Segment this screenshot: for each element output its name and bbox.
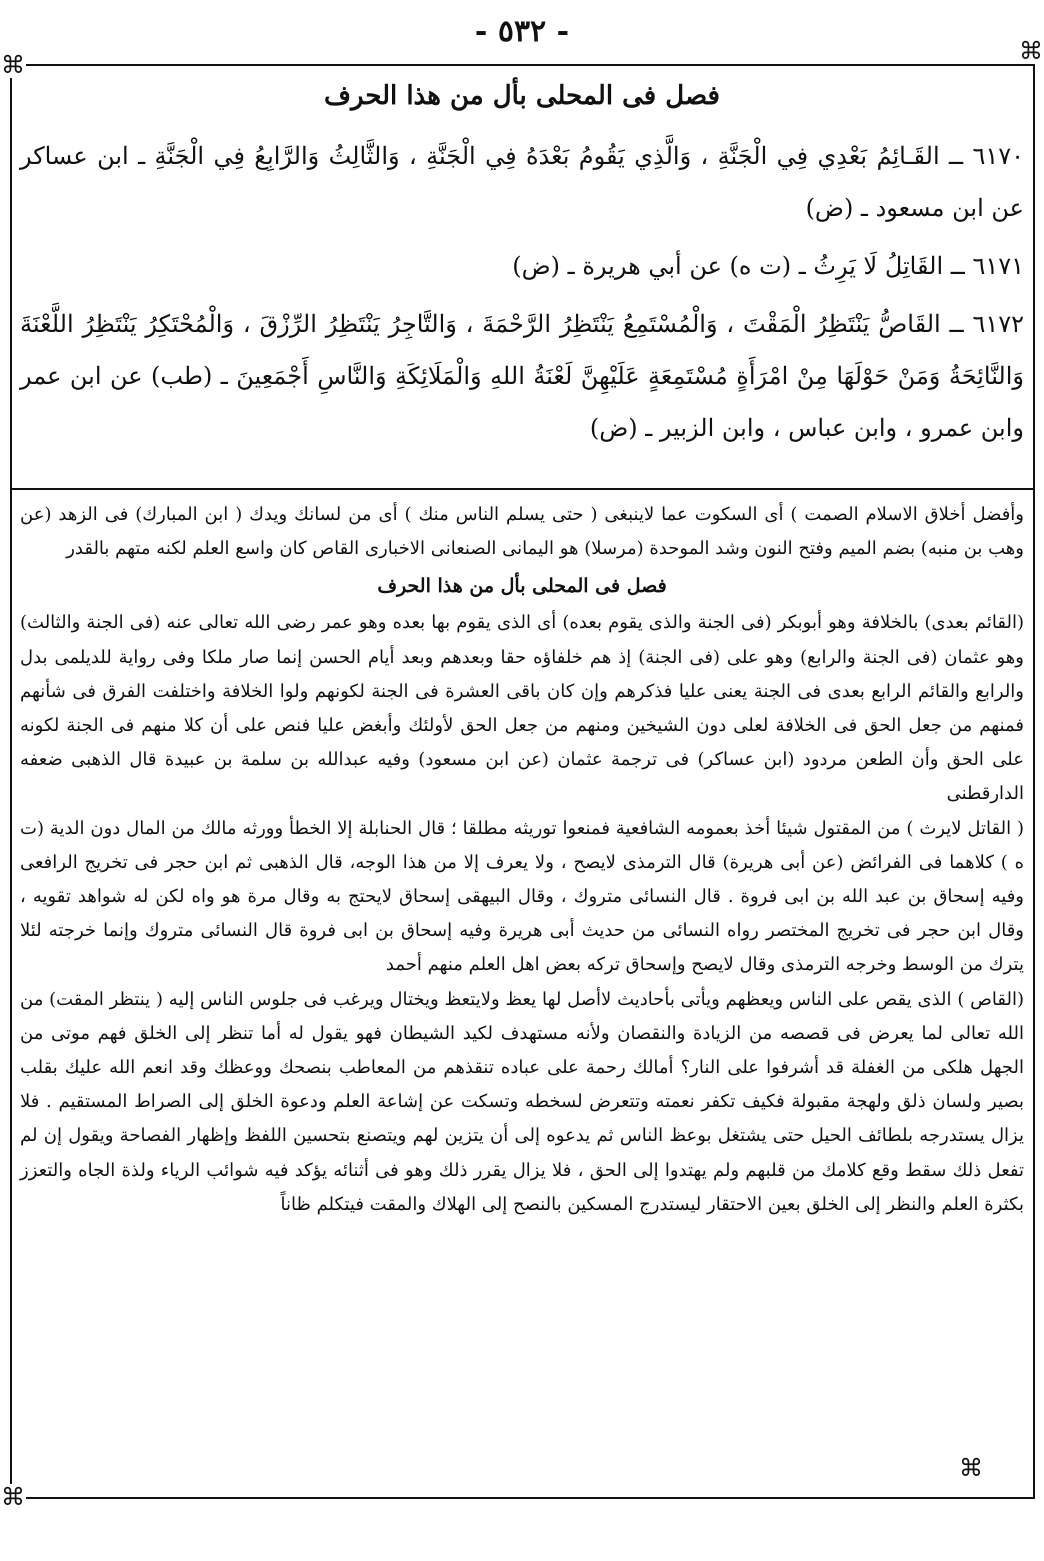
commentary-section	[20, 498, 1024, 1493]
commentary-paragraph: (القاص ) الذى يقص على الناس ويعظهم ويأتى بأحاديث لاأصل لها يعظ ولايتعظ ويختال ويرغب فى جلوس الناس إليه ( ينتظر المقت) من الله تعالى لما يعرض فى قصصه من الزيادة والنقصان ولأنه مستهدف لكيد الشيطان فهو يقول له أما تنظر إلى الخلق فهم موتى من الجهل هلكى من الغفلة قد أشرفوا على النار؟ أمالك رحمة على عباده تنقذهم من المعاطب بنصحك ووعظك وقد انعم الله عليك بقلب بصير ولسان ذلق ولهجة مقبولة فكيف تكفر نعمته وتتعرض لسخطه وتسكت عن إشاعة العلم ودعوة الخلق إلى الصراط المستقيم . فلا يزال يستدرجه بلطائف الحيل حتى يشتغل بوعظ الناس ثم يدعوه إلى أن يتزين لهم ويتصنع بتحسين اللفظ وإظهار الفصاحة ويقول إن لم تفعل ذلك سقط وقع كلامك من قلبهم ولم يهتدوا إلى الحق ، فلا يزال يقرر ذلك وهو فى أثنائه يؤكد فيه شوائب الرياء ولذة الجاه والتعزز بكثرة العلم والنظر إلى الخلق بعين الاحتقار ليستدرج المسكين بالنصح إلى الهلاك والمقت فيتكلم ظاناً	[20, 988, 1024, 1215]
hadith-6172: ٦١٧٢ ــ القَاصُّ يَنْتَظِرُ الْمَقْتَ ، وَالْمُسْتَمِعُ يَنْتَظِرُ الرَّحْمَةَ ، وَالتَّاجِرُ يَنْتَظِرُ الرِّزْقَ ، وَالْمُحْتَكِرُ يَنْتَظِرُ اللَّعْنَةَ وَالنَّائِحَةُ وَمَنْ حَوْلَهَا مِنْ امْرَأَةٍ مُسْتَمِعَةٍ عَلَيْهِنَّ لَعْنَةُ اللهِ وَالْمَلَائِكَةِ وَالنَّاسِ أَجْمَعِينَ ـ (طب) عن ابن عمر وابن عمرو ، وابن عباس ، وابن الزبير ـ (ض)	[20, 310, 1024, 442]
corner-ornament-icon: ⌘	[1019, 37, 1043, 65]
frame-top-rule	[10, 64, 1035, 66]
commentary-intro: وأفضل أخلاق الاسلام الصمت ) أى السكوت عما لاينبغى ( حتى يسلم الناس منك ) أى من لسانك ويدك ( ابن المبارك) فى الزهد (عن وهب بن منبه) بضم الميم وفتح النون وشد الموحدة (مرسلا) هو اليمانى الصنعانى الاخبارى القاص كان واسع العلم لكنه متهم بالقدر	[20, 504, 1024, 560]
hadith-6170: ٦١٧٠ ــ القَـائِمُ بَعْدِي فِي الْجَنَّةِ ، وَالَّذِي يَقُومُ بَعْدَهُ فِي الْجَنَّةِ ، وَالثَّالِثُ وَالرَّابِعُ فِي الْجَنَّةِ ـ ابن عساكر عن ابن مسعود ـ (ض)	[20, 142, 1024, 222]
frame-right-rule	[1033, 64, 1035, 1497]
corner-ornament-icon: ⌘	[1, 1483, 25, 1511]
page-number: - ٥٣٢ -	[474, 14, 570, 49]
commentary-paragraph: (القائم بعدى) بالخلافة وهو أبوبكر (فى الجنة والذى يقوم بعده) أى الذى يقوم بها بعده وهو عمر رضى الله تعالى عنه (فى الجنة والثالث) وهو عثمان (فى الجنة والرابع) وهو على (فى الجنة) إذ هم خلفاؤه حقا وبعدهم وبعد أيام الحسن إنما صار ملكا وفى رواية للديلمى بدل والرابع والقائم الرابع بعدى فى الجنة يعنى عليا فذكرهم وإن كان باقى العشرة فى الجنة لكونهم ولوا الخلافة واختلفت الفرق فى شأنهم فمنهم من جعل الحق فى الخلافة لعلى دون الشيخين ومنهم من جعل الحق لأولئك وأبغض عليا فنص على أن كلا منهم فى الجنة لكونه على الحق وأن الطعن مردود (ابن عساكر) فى ترجمة عثمان (عن ابن مسعود) وفيه عبدالله بن سلمة بن عبيدة قال الذهبى ضعفه الدارقطنى	[20, 612, 1024, 805]
frame-bottom-rule	[10, 1497, 1035, 1499]
corner-ornament-icon: ⌘	[959, 1454, 983, 1482]
corner-ornament-icon: ⌘	[1, 51, 25, 79]
section-heading: فصل فى المحلى بأل من هذا الحرف	[324, 81, 720, 111]
commentary-heading: فصل فى المحلى بأل من هذا الحرف	[377, 575, 667, 598]
main-text-section	[20, 80, 1024, 480]
frame-left-rule	[10, 64, 12, 1497]
commentary-paragraph: ( القاتل لايرث ) من المقتول شيئا أخذ بعمومه الشافعية فمنعوا توريثه مطلقا ؛ قال الحنابلة إلا الخطأ وورثه مالك من المال دون الدية (ت ه ) كلاهما فى الفرائض (عن أبى هريرة) قال الترمذى لايصح ، ولا يعرف إلا من هذا الوجه، قال الذهبى ثم ابن حجر فى تخريج الرافعى وفيه إسحاق بن عبد الله بن ابى فروة . قال النسائى متروك ، وقال البيهقى إسحاق لايحتج به وقال مرة هو واه لكن له شواهد تقويه ، وقال ابن حجر فى تخريج المختصر رواه النسائى من حديث أبى هريرة وفيه إسحاق بن ابى فروة قال النسائى متروك وإنما خرجته لئلا يترك من الوسط وخرجه الترمذى وقال لايصح وإسحاق تركه بعض اهل العلم منهم أحمد	[20, 817, 1024, 976]
hadith-6171: ٦١٧١ ــ القَاتِلُ لَا يَرِثُ ـ (ت ه) عن أبي هريرة ـ (ض)	[512, 252, 1024, 280]
footnote-separator	[10, 488, 1035, 490]
